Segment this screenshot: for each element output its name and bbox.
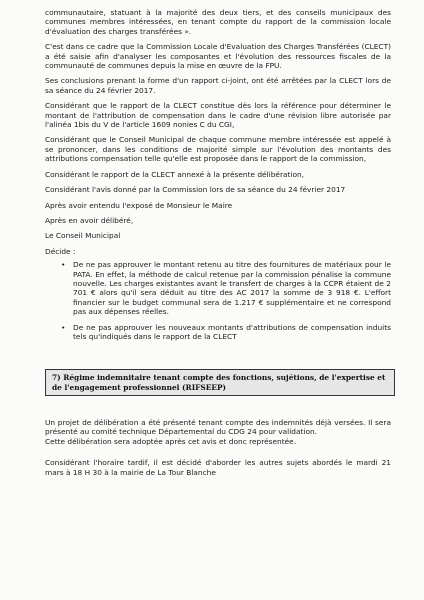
decision-item — [61, 322, 391, 342]
paragraph-considerant-avis: Considérant l'avis donné par la Commission lors de sa séance du 24 février 2017 — [45, 185, 346, 195]
decision-text: De ne pas approuver les nouveaux montants d'attributions de compensation induits tels qu'indiqués dans le rapport de la CLECT — [73, 322, 391, 341]
bullet-icon: • — [61, 260, 66, 270]
paragraph-adoption: Cette délibération sera adoptée après cet avis et donc représentée. — [45, 436, 297, 446]
paragraph-conseil-municipal: Le Conseil Municipal — [45, 231, 121, 241]
paragraph-considerant-conseil: Considérant que le Conseil Municipal de chaque commune membre intéressée est appelé à se prononcer, dans les conditions de majorité simple sur l'évolution des montants des attributions compensation telle qu'elle est proposée dans le rapport de la commission, — [45, 135, 391, 164]
paragraph-horaire: Considérant l'horaire tardif, il est décidé d'aborder les autres sujets abordés le mardi 21 mars à 18 H 30 à la mairie de La Tour Blanche — [45, 458, 391, 477]
paragraph-conclusions: Ses conclusions prenant la forme d'un rapport ci-joint, ont été arrêtées par la CLECT lors de sa séance du 24 février 2017. — [45, 76, 391, 95]
paragraph-considerant-reference: Considérant que le rapport de la CLECT constitue dès lors la référence pour déterminer le montant de l'attribution de compensation dans le cadre d'une révision libre autorisée par l'alinéa 1bis du V de l'article 1609 nonies C du CGI, — [45, 101, 391, 130]
paragraph-expose-maire: Après avoir entendu l'exposé de Monsieur le Maire — [45, 200, 233, 210]
paragraph-projet: Un projet de délibération a été présenté tenant compte des indemnités déjà versées. Il sera présenté au comité technique Départemental du CDG 24 pour validation. — [45, 418, 391, 437]
rifseep-body — [45, 418, 391, 477]
paragraph-legal-quote: communautaire, statuant à la majorité des deux tiers, et des conseils municipaux des communes membres intéressées, en tenant compte du rapport de la commission locale d'évaluation des charges transférées ». — [45, 8, 391, 36]
bullet-icon: • — [61, 322, 66, 332]
paragraph-delibere: Après en avoir délibéré, — [45, 215, 134, 225]
paragraph-clect-context: C'est dans ce cadre que la Commission Locale d'Evaluation des Charges Transférées (CLECT) a été saisie afin d'analyser les composantes et l'évolution des ressources fiscales de la communauté de communes depuis la mise en œuvre de la FPU. — [45, 42, 391, 71]
paragraph-decide: Décide : — [45, 246, 76, 256]
paragraph-considerant-annexe: Considérant le rapport de la CLECT annexé à la présente délibération, — [45, 169, 305, 179]
decision-item — [61, 260, 391, 317]
decision-list — [45, 260, 391, 341]
section-heading-box — [45, 369, 395, 396]
decision-text: De ne pas approuver le montant retenu au titre des fournitures de matériaux pour le PATA. En effet, la méthode de calcul retenue par la commission pénalise la commune nouvelle. Les charges existantes avant le transfert de charges à la CCPR étaient de 2 701 € alors qu'il sera déduit au titre des AC 2017 la somme de 3 918 €. L'effort financier sur le budget communal sera de 1.217 € supplémentaire et ne correspond pas aux dépenses réelles. — [73, 260, 391, 317]
section-heading: 7) Régime indemnitaire tenant compte des fonctions, sujétions, de l'expertise et de l'engagement professionnel (RIFSEEP) — [52, 373, 386, 392]
document-body — [45, 8, 391, 341]
